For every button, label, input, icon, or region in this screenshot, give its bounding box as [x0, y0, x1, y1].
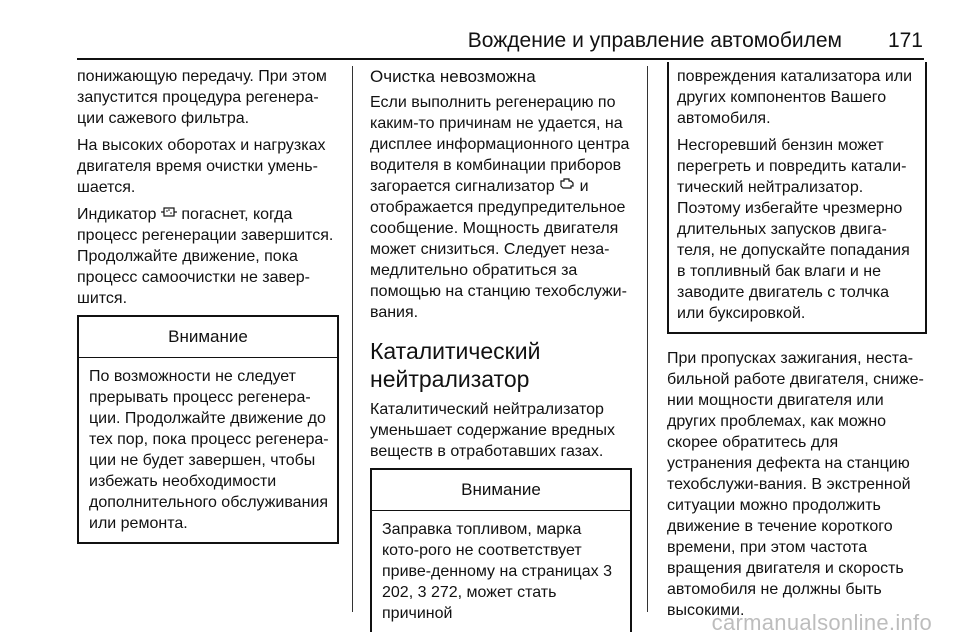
column-right — [667, 66, 927, 627]
watermark: carmanualsonline.info — [711, 610, 932, 635]
filter-indicator-icon — [161, 204, 177, 225]
warning-box — [77, 315, 339, 544]
paragraph: Несгоревший бензин может перегреть и повредить катали-тический нейтрализатор. Поэтому избегайте чрезмерно длительных запусков двига-теля, не допускайте попадания в топливный бак влаги и не заводите двигатель с толчка или буксировкой. — [677, 137, 910, 322]
page-ref-arrow-icon: 3 — [417, 584, 427, 601]
warning-title: Внимание — [79, 317, 337, 358]
column-left — [77, 66, 339, 544]
page-title: Вождение и управление автомобилем — [467, 29, 842, 52]
warning-box — [370, 468, 632, 632]
paragraph: Если выполнить регенерацию по каким-то причинам не удается, на дисплее информационного центра водителя в комбинации приборов загорается сигнализатор и отображается предупредительное сообщение. Мощность двигателя может снизиться. Следует неза-медлительно обратиться за помощью на станцию техобслужи-вания. — [370, 94, 630, 321]
paragraph: повреждения катализатора или других компонентов Вашего автомобиля. — [677, 68, 913, 127]
warning-body: Заправка топливом, марка кото-рого не соответствует приве-денному на страницах 3 202, 3 272, может стать причиной — [382, 521, 612, 622]
warning-body: По возможности не следует прерывать процесс регенера-ции. Продолжайте движение до тех пор, пока процесс регенера-ции не будет завершен, чтобы избежать необходимости дополнительного обслуживания или ремонта. — [89, 368, 329, 532]
paragraph: Каталитический нейтрализатор уменьшает содержание вредных веществ в отработавших газах. — [370, 401, 615, 460]
section-heading: Каталитический нейтрализатор — [370, 338, 541, 392]
paragraph: Индикатор погаснет, когда процесс регенерации завершится. Продолжайте движение, пока процесс самоочистки не завер-шится. — [77, 206, 334, 307]
page-ref[interactable]: 202 — [382, 584, 409, 601]
column-divider-left — [352, 66, 353, 612]
page-ref[interactable]: 272 — [430, 584, 458, 601]
column-divider-right — [647, 66, 648, 612]
paragraph: При пропусках зажигания, неста-бильной работе двигателя, сниже-нии мощности двигателя или других проблемах, как можно скорее обратитесь для устранения дефекта на станцию техобслужи-вания. В экстренной ситуации можно продолжить движение в течение короткого времени, при этом частота вращения двигателя и скорость автомобиля не должны быть высокими. — [667, 350, 924, 619]
paragraph: понижающую передачу. При этом запустится процедура регенера-ции сажевого фильтра. — [77, 68, 327, 127]
paragraph: На высоких оборотах и нагрузках двигателя время очистки умень-шается. — [77, 137, 326, 196]
warning-title: Внимание — [372, 470, 630, 511]
page-header — [0, 28, 960, 58]
column-middle — [370, 66, 632, 632]
warning-box-continued — [667, 62, 927, 334]
page-ref-arrow-icon: 3 — [603, 563, 612, 580]
engine-warning-icon — [559, 176, 575, 197]
header-divider — [77, 58, 924, 60]
page-number: 171 — [887, 29, 923, 52]
subheading: Очистка невозможна — [370, 67, 536, 86]
